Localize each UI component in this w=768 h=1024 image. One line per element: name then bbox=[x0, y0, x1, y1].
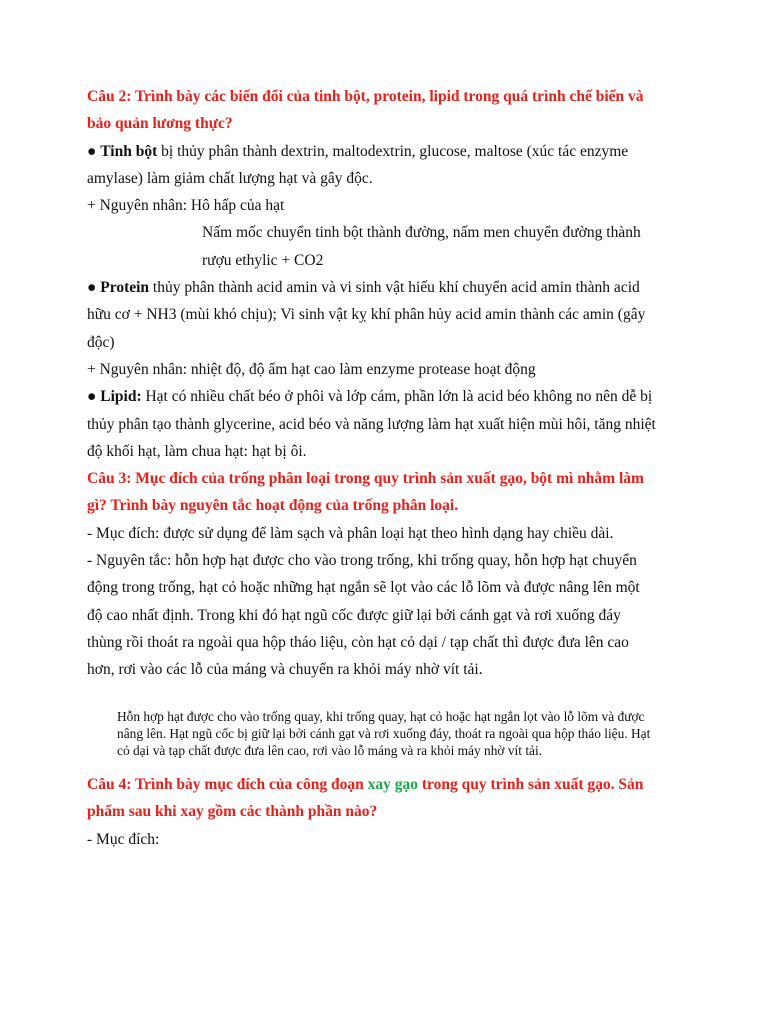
question-2-title: Câu 2: Trình bày các biến đổi của tinh bột, protein, lipid trong quá trình chế biến và bảo quản lương thực? bbox=[87, 88, 644, 133]
q3-summary-note: Hỗn hợp hạt được cho vào trống quay, khi trống quay, hạt cỏ hoặc hạt ngắn lọt vào lỗ lõm và được nâng lên. Hạt ngũ cốc bị giữ lại bởi cánh gạt và rơi xuống đáy, thoát ra ngoài qua hộp tháo liệu. Hạt cỏ dại và tạp chất được đưa lên cao, rơi vào lỗ máng và ra khỏi máy nhờ vít tải. bbox=[117, 708, 651, 758]
protein-cause: + Nguyên nhân: nhiệt độ, độ ẩm hạt cao làm enzyme protease hoạt động bbox=[87, 360, 536, 378]
starch-cause-1: + Nguyên nhân: Hô hấp của hạt bbox=[87, 197, 285, 215]
bullet-icon: ● bbox=[87, 388, 97, 406]
q3-principle: - Nguyên tắc: hỗn hợp hạt được cho vào trong trống, khi trống quay, hỗn hợp hạt chuyển động trong trống, hạt cỏ hoặc những hạt ngắn sẽ lọt vào các lỗ lõm và được nâng lên một độ cao nhất định. Trong khi đó hạt ngũ cốc được giữ lại bởi cánh gạt và rơi xuống đáy thùng rồi thoát ra ngoài qua hộp tháo liệu, còn hạt cỏ dại / tạp chất thì được đưa lên cao hơn, rơi vào các lỗ của máng và chuyển ra khỏi máy nhờ vít tải. bbox=[87, 552, 640, 679]
lipid-label: Lipid: bbox=[100, 388, 142, 406]
q4-title-part2: trong quy trình sản xuất gạo. Sản phẩm sau khi xay gồm các thành phần nào? bbox=[87, 776, 644, 821]
bullet-icon: ● bbox=[87, 279, 97, 297]
lipid-paragraph bbox=[87, 383, 657, 465]
q4-title-part1: Câu 4: Trình bày mục đích của công đoạn bbox=[87, 776, 368, 794]
q4-title-highlight: xay gạo bbox=[367, 776, 419, 794]
lipid-text: Hạt có nhiều chất béo ở phôi và lớp cám, phần lớn là acid béo không no nên dễ bị thủy phân tạo thành glycerine, acid béo và năng lượng làm hạt xuất hiện mùi hôi, tăng nhiệt độ khối hạt, làm chua hạt: hạt bị ôi. bbox=[87, 388, 656, 460]
starch-text: bị thủy phân thành dextrin, maltodextrin, glucose, maltose (xúc tác enzyme amylase) làm giảm chất lượng hạt và gây độc. bbox=[87, 142, 629, 187]
starch-cause-2: Nấm mốc chuyển tinh bột thành đường, nấm men chuyển đường thành rượu ethylic + CO2 bbox=[202, 224, 641, 269]
protein-label: Protein bbox=[100, 279, 150, 297]
q3-purpose: - Mục đích: được sử dụng để làm sạch và phân loại hạt theo hình dạng hay chiều dài. bbox=[87, 524, 614, 542]
protein-paragraph bbox=[87, 274, 657, 356]
starch-label: Tinh bột bbox=[100, 142, 158, 160]
question-3-title: Câu 3: Mục đích của trống phân loại trong quy trình sản xuất gạo, bột mì nhằm làm gì? Trình bày nguyên tắc hoạt động của trống phân loại. bbox=[87, 470, 644, 515]
question-4-title bbox=[87, 771, 657, 826]
starch-paragraph bbox=[87, 138, 657, 193]
protein-text: thủy phân thành acid amin và vi sinh vật hiếu khí chuyển acid amin thành acid hữu cơ + NH3 (mùi khó chịu); Vi sinh vật kỵ khí phân hủy acid amin thành các amin (gây độc) bbox=[87, 279, 646, 351]
bullet-icon: ● bbox=[87, 142, 97, 160]
q4-purpose: - Mục đích: bbox=[87, 830, 160, 848]
document-page bbox=[87, 83, 657, 853]
